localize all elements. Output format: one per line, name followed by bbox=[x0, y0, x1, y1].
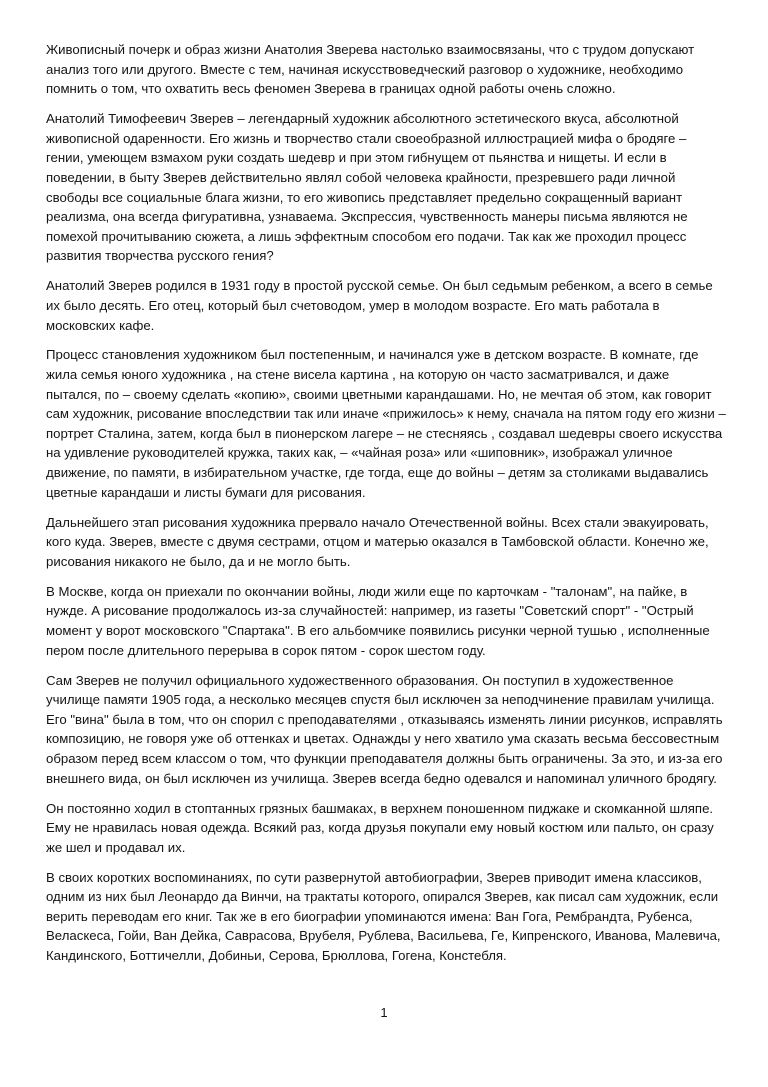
paragraph-5: Дальнейшего этап рисования художника прервало начало Отечественной войны. Всех стали эвакуировать, кого куда. Зверев, вместе с двумя сестрами, отцом и матерью оказался в Тамбовской области. Конечно же, рисования никакого не было, да и не могло быть. bbox=[46, 514, 709, 569]
document-page bbox=[46, 40, 726, 976]
paragraph-1: Живописный почерк и образ жизни Анатолия Зверева настолько взаимосвязаны, что с трудом допускают анализ того или другого. Вместе с тем, начиная искусствоведческий разговор о художнике, необходимо помнить о том, что охватить весь феномен Зверева в границах одной работы очень сложно. bbox=[46, 42, 695, 97]
paragraph-3: Анатолий Зверев родился в 1931 году в простой русской семье. Он был седьмым ребенком, а всего в семье их было десять. Его отец, который был счетоводом, умер в молодом возрасте. Его мать работала в московских кафе. bbox=[46, 278, 713, 333]
paragraph-6: В Москве, когда он приехали по окончании войны, люди жили еще по карточкам - "талонам", на пайке, в нужде. А рисование продолжалось из-за случайностей: например, из газеты "Советский спорт" - "Острый момент у ворот московского "Спартака". В его альбомчике появились рисунки черной тушью , исполненные пером после длительного перерыва в сорок пятом - сорок шестом году. bbox=[46, 583, 710, 658]
paragraph-4: Процесс становления художником был постепенным, и начинался уже в детском возрасте. В комнате, где жила семья юного художника , на стене висела картина , на которую он часто засматривался, и даже пытался, по – своему сделать «копию», своими цветными карандашами. Но, не мечтая об этом, как говорит сам художник, рисование впоследствии так или иначе «прижилось» к нему, сначала на пятом году его жизни – портрет Сталина, затем, когда был в пионерском лагере – не стесняясь , создавал шедевры своего искусства на удивление руководителей кружка, таких как, – «чайная роза» или «шиповник», изображал уличное движение, по памяти, в избирательном участке, где тогда, еще до войны – детям за столиками выдавались цветные карандаши и листы бумаги для рисования. bbox=[46, 347, 726, 500]
page-number: 1 bbox=[380, 1005, 388, 1020]
paragraph-8: Он постоянно ходил в стоптанных грязных башмаках, в верхнем поношенном пиджаке и скомканной шляпе. Ему не нравилась новая одежда. Всякий раз, когда друзья покупали ему новый костюм или пальто, он сразу же шел и продавал их. bbox=[46, 800, 714, 855]
paragraph-9: В своих коротких воспоминаниях, по сути развернутой автобиографии, Зверев приводит имена классиков, одним из них был Леонардо да Винчи, на трактаты которого, опирался Зверев, как писал сам художник, если верить переводам его книг. Так же в его биографии упоминаются имена: Ван Гога, Рембрандта, Рубенса, Веласкеса, Гойи, Ван Дейка, Саврасова, Врубеля, Рублева, Васильева, Ге, Кипренского, Иванова, Малевича, Кандинского, Боттичелли, Добиньи, Серова, Брюллова, Гогена, Констебля. bbox=[46, 869, 721, 964]
paragraph-7: Сам Зверев не получил официального художественного образования. Он поступил в художественное училище памяти 1905 года, а несколько месяцев спустя был исключен за неподчинение правилам училища. Его "вина" была в том, что он спорил с преподавателями , отказываясь изменять линии рисунков, исправлять композицию, не говоря уже об оттенках и цветах. Однажды у него хватило ума сказать весьма бессовестным образом перед всем классом о том, что функции преподавателя должны быть ограничены. За это, и из-за его внешнего вида, он был исключен из училища. Зверев всегда бедно одевался и напоминал уличного бродягу. bbox=[46, 672, 723, 786]
paragraph-2: Анатолий Тимофеевич Зверев – легендарный художник абсолютного эстетического вкуса, абсолютной живописной одаренности. Его жизнь и творчество стали своеобразной иллюстрацией мифа о бродяге – гении, умеющем взмахом руки создать шедевр и при этом гибнущем от пьянства и нищеты. И если в поведении, в быту Зверев действительно являл собой человека крайности, презревшего ради личной свободы все социальные блага жизни, то его живопись представляет предельно сокращенный вариант реализма, она всегда фигуративна, узнаваема. Экспрессия, чувственность манеры письма являются не помехой прочитыванию сюжета, а лишь эффектным способом его подачи. Так как же проходил процесс развития творчества русского гения? bbox=[46, 111, 688, 264]
